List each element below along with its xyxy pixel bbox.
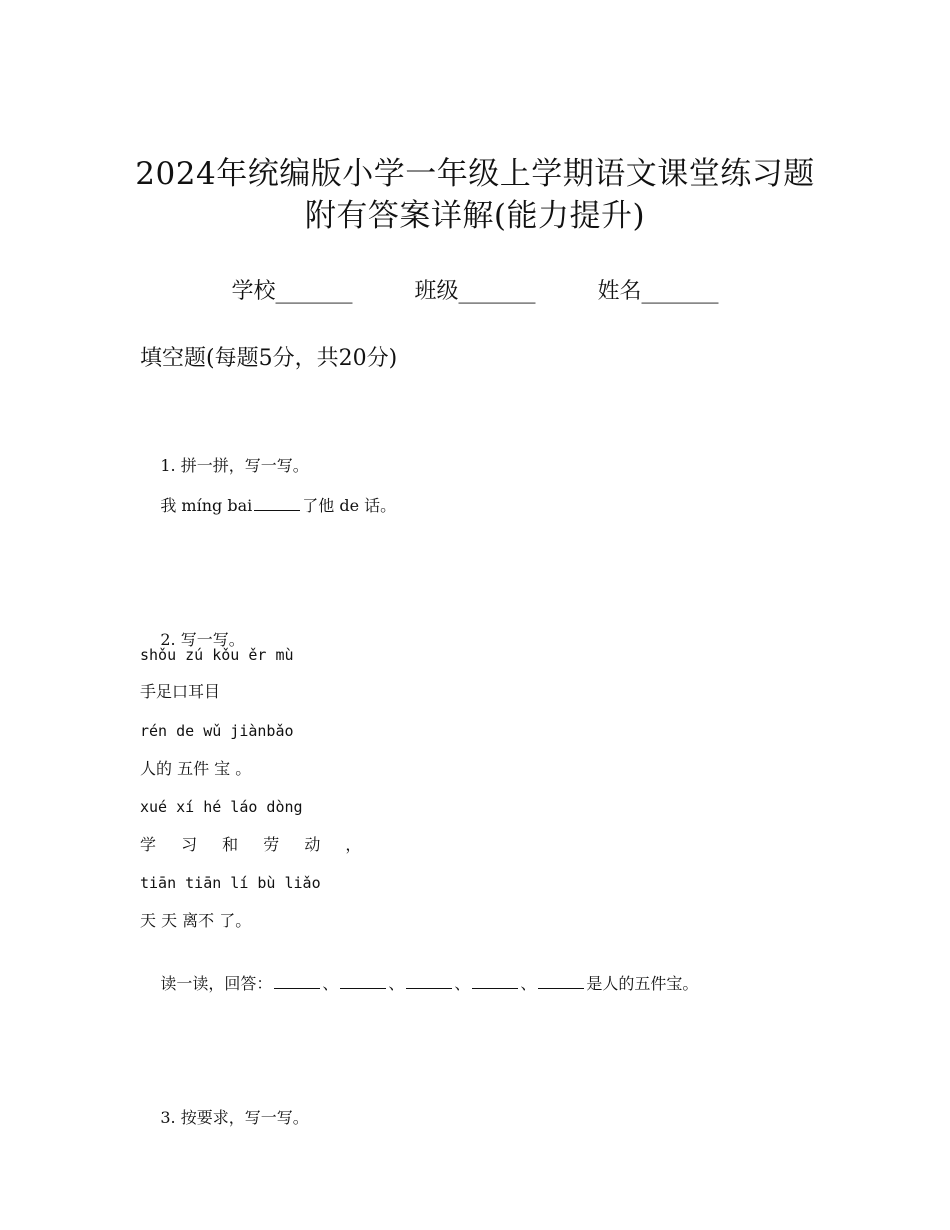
poem-line-hanzi: 天 天 离不 了。 (140, 911, 252, 930)
question-2-answer-line (140, 948, 698, 1020)
student-info-row (0, 276, 950, 308)
question-1-number: 1. (160, 456, 176, 475)
answer-prefix: 读一读，回答： (160, 974, 273, 993)
poem-line-pinyin: xué xí hé láo dòng (140, 798, 303, 816)
question-1-text-after: 了他 de 话。 (302, 496, 397, 515)
separator: 、 (520, 974, 537, 993)
question-1-text-before: 我 míng bai (160, 496, 253, 515)
name-field[interactable]: 姓名_______ (597, 279, 719, 304)
question-1-sentence (140, 470, 396, 542)
poem-line-hanzi: 手足口耳目 (140, 682, 221, 701)
poem-line-hanzi: 人的 五件 宝 。 (140, 759, 252, 778)
worksheet-title-line1: 2024年统编版小学一年级上学期语文课堂练习题 (135, 156, 815, 192)
question-2-number: 2. (160, 630, 176, 649)
answer-blank[interactable] (274, 972, 320, 989)
question-3-instruction (140, 1082, 309, 1154)
question-2-text: 写一写。 (180, 630, 245, 649)
answer-blank[interactable] (340, 972, 386, 989)
poem-line-pinyin: shǒu zú kǒu ěr mù (140, 646, 294, 664)
question-3-text: 按要求，写一写。 (180, 1108, 309, 1127)
question-1-text: 拼一拼，写一写。 (180, 456, 309, 475)
poem-line-pinyin: tiān tiān lí bù liǎo (140, 874, 321, 892)
school-field[interactable]: 学校_______ (231, 279, 353, 304)
answer-blank[interactable] (406, 972, 452, 989)
answer-blank[interactable] (472, 972, 518, 989)
answer-blank[interactable] (538, 972, 584, 989)
separator: 、 (388, 974, 405, 993)
poem-line-pinyin: rén de wǔ jiànbǎo (140, 722, 294, 740)
separator: 、 (454, 974, 471, 993)
class-field[interactable]: 班级_______ (414, 279, 536, 304)
poem-line-hanzi: 学 习 和 劳 动 ， (140, 835, 372, 854)
answer-suffix: 是人的五件宝。 (586, 974, 699, 993)
section-heading: 填空题(每题5分，共20分) (140, 346, 398, 371)
separator: 、 (322, 974, 339, 993)
answer-blank[interactable] (254, 494, 300, 511)
worksheet-title-line2: 附有答案详解(能力提升) (304, 198, 646, 234)
question-3-number: 3. (160, 1108, 176, 1127)
